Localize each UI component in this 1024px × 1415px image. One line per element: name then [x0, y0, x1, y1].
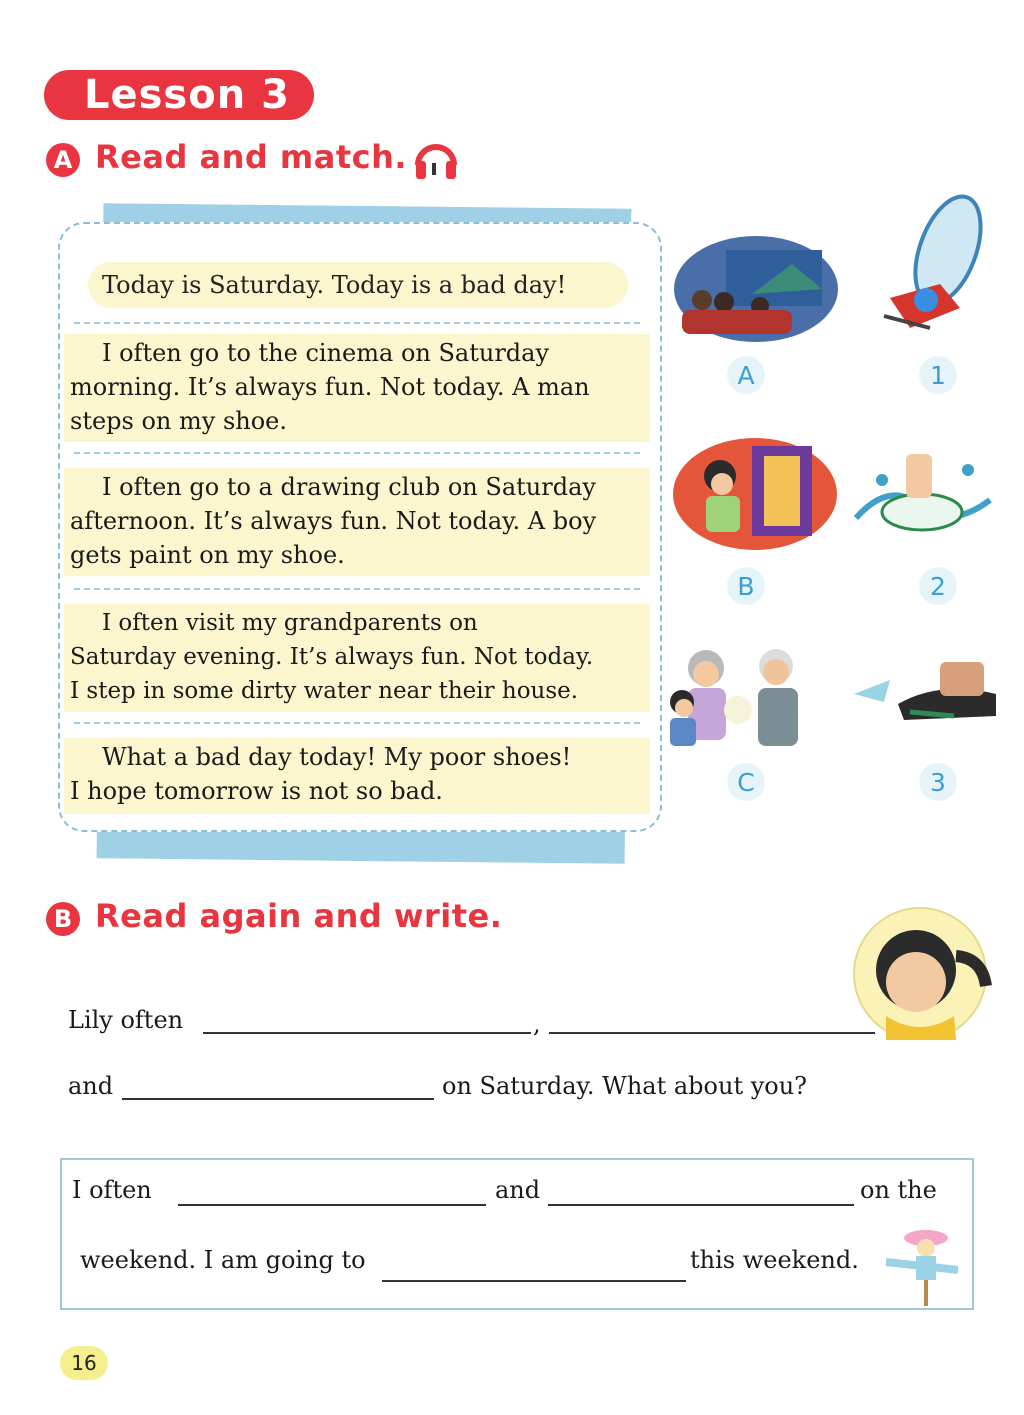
paragraph-line: gets paint on my shoe.	[70, 541, 345, 569]
paragraph-2	[64, 468, 650, 576]
weekend-going-label: weekend. I am going to	[80, 1246, 366, 1274]
scarecrow-icon	[882, 1226, 962, 1308]
lily-often-label: Lily often	[68, 1006, 184, 1034]
paragraph-line: afternoon. It’s always fun. Not today. A boy	[70, 507, 597, 535]
dirty-water-picture	[850, 650, 998, 730]
on-the-label: on the	[860, 1176, 937, 1204]
paragraph-line: Saturday evening. It’s always fun. Not today.	[70, 644, 594, 670]
paragraph-3	[64, 604, 650, 712]
paragraph-line: I step in some dirty water near their house.	[70, 678, 579, 704]
page-number: 16	[60, 1346, 108, 1380]
answer-blank-4[interactable]	[178, 1204, 486, 1206]
paragraph-line: I hope tomorrow is not so bad.	[70, 777, 443, 805]
on-saturday-label: on Saturday. What about you?	[442, 1072, 808, 1100]
picture-label-c: C	[727, 763, 765, 801]
picture-label-b: B	[727, 567, 765, 605]
paragraph-line: morning. It’s always fun. Not today. A man	[70, 373, 590, 401]
answer-blank-3[interactable]	[122, 1098, 434, 1100]
drawing-club-picture	[672, 436, 838, 552]
paragraph-line: I often go to a drawing club on Saturday	[102, 473, 596, 501]
answer-blank-6[interactable]	[382, 1280, 686, 1282]
lesson-title: Lesson 3	[44, 70, 314, 120]
i-often-label: I often	[72, 1176, 152, 1204]
paragraph-line: I often visit my grandparents on	[102, 610, 478, 636]
shoe-stepped-picture	[870, 188, 998, 348]
paragraph-line: I often go to the cinema on Saturday	[102, 339, 550, 367]
and-label: and	[68, 1072, 114, 1100]
lily-avatar	[846, 906, 996, 1040]
section-b-title: Read again and write.	[95, 897, 503, 935]
paragraph-4	[64, 738, 650, 814]
section-a-title: Read and match.	[95, 138, 408, 176]
paint-shoe-picture	[850, 440, 998, 544]
answer-blank-5[interactable]	[548, 1204, 854, 1206]
picture-label-a: A	[727, 356, 765, 394]
picture-label-2: 2	[919, 567, 957, 605]
comma: ,	[533, 1010, 541, 1038]
divider	[74, 452, 640, 454]
answer-blank-1[interactable]	[203, 1032, 531, 1034]
grandparents-picture	[664, 640, 820, 752]
divider	[74, 588, 640, 590]
headphones-icon[interactable]	[412, 137, 460, 181]
paragraph-line: What a bad day today! My poor shoes!	[102, 743, 572, 771]
picture-label-1: 1	[919, 356, 957, 394]
box-and-label: and	[495, 1176, 541, 1204]
divider	[74, 722, 640, 724]
divider	[74, 322, 640, 324]
intro-sentence: Today is Saturday. Today is a bad day!	[88, 262, 628, 308]
section-b-badge: B	[46, 902, 80, 936]
answer-blank-2[interactable]	[549, 1032, 875, 1034]
cinema-picture	[672, 234, 840, 344]
paragraph-line: steps on my shoe.	[70, 407, 288, 435]
picture-label-3: 3	[919, 763, 957, 801]
section-a-badge: A	[46, 143, 80, 177]
paragraph-1	[64, 334, 650, 442]
this-weekend-label: this weekend.	[690, 1246, 859, 1274]
